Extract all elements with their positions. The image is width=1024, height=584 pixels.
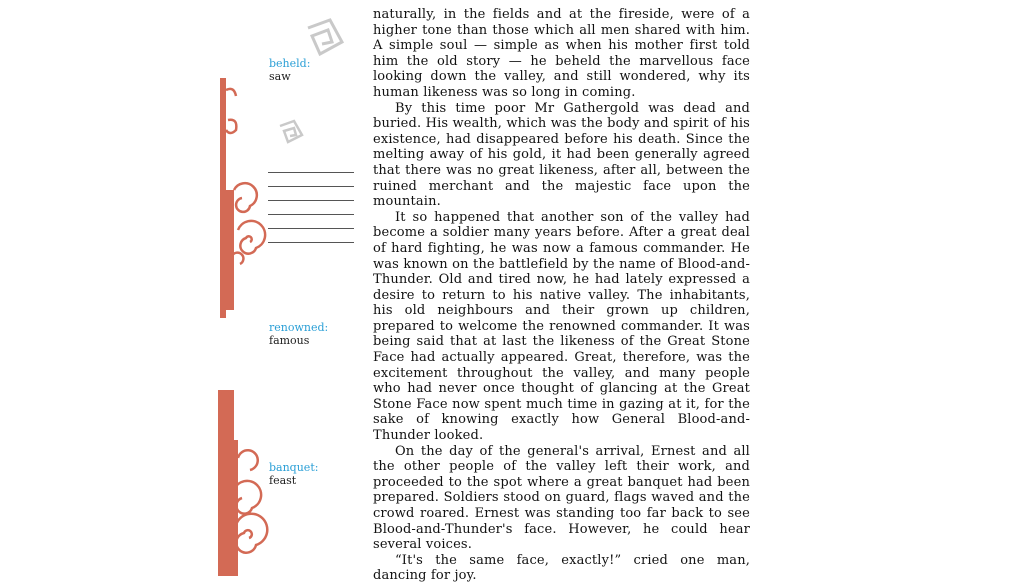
glossary-term: banquet: [269, 461, 319, 474]
note-line [268, 214, 354, 215]
note-line [268, 228, 354, 229]
glossary-definition: feast [269, 474, 297, 487]
paragraph: “It's the same face, exactly!” cried one man, dancing for joy. [373, 552, 750, 584]
paragraph: By this time poor Mr Gathergold was dead and buried. His wealth, which was the body and spirit of his existence, had disappeared before his death. Since the melting away of his gold, it had been generally agreed that there was no great likeness, after all, between the ruined merchant and the majestic face upon the mountain. [373, 100, 750, 210]
paragraph: On the day of the general's arrival, Ernest and all the other people of the valley left their work, and proceeded to the spot where a great banquet had been prepared. Soldiers stood on guard, flags waved and the crowd roared. Ernest was standing too far back to see Blood-and-Thunder's face. However, he could hear several voices. [373, 443, 750, 553]
note-line [268, 200, 354, 201]
paragraph: It so happened that another son of the valley had become a soldier many years before. After a great deal of hard fighting, he was now a famous commander. He was known on the battlefield by the name of Blood-and-Thunder. Old and tired now, he had lately expressed a desire to return to his native valley. The inhabitants, his old neighbours and their grown up children, prepared to welcome the renowned commander. It was being said that at last the likeness of the Great Stone Face had actually appeared. Great, therefore, was the excitement throughout the valley, and many people who had never once thought of glancing at the Great Stone Face now spent much time in gazing at it, for the sake of knowing exactly how General Blood-and-Thunder looked. [373, 209, 750, 444]
note-line [268, 172, 354, 173]
paragraph: naturally, in the fields and at the fireside, were of a higher tone than those which all men shared with him. A simple soul — simple as when his mother first told him the old story — he beheld the marvellous face looking down the valley, and still wondered, why its human likeness was so long in coming. [373, 7, 750, 100]
glossary-term: renowned: [269, 321, 329, 334]
spiral-ornament-icon [276, 118, 306, 148]
glossary-definition: saw [269, 70, 291, 83]
glossary-entry [269, 321, 359, 347]
note-lines [268, 172, 354, 256]
story-text [373, 7, 750, 584]
decorative-border-icon [212, 60, 272, 576]
note-line [268, 186, 354, 187]
glossary-entry [269, 57, 359, 83]
glossary-entry [269, 461, 359, 487]
note-line [268, 242, 354, 243]
glossary-definition: famous [269, 334, 310, 347]
glossary-term: beheld: [269, 57, 311, 70]
